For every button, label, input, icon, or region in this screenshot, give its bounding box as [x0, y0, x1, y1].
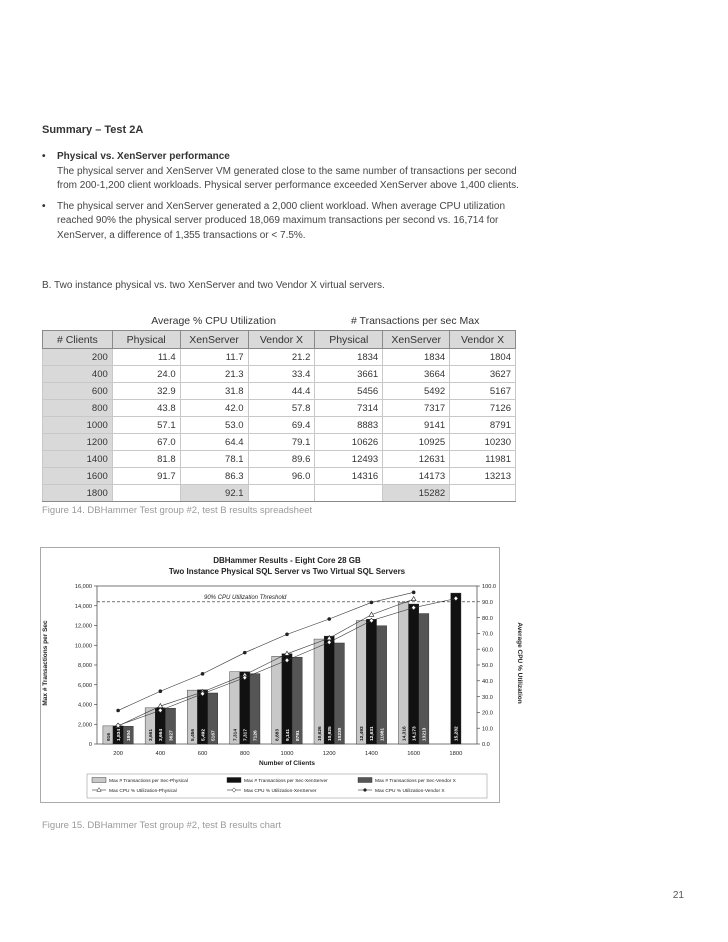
table-cell: 32.9	[112, 383, 180, 400]
table-cell: 7126	[450, 400, 516, 417]
table-cell: 12631	[383, 451, 450, 468]
table-row	[43, 366, 516, 383]
bar-data-label: 15,282	[454, 726, 460, 741]
chart-legend	[87, 774, 487, 798]
bar-data-label: 916	[106, 732, 112, 741]
bar	[377, 626, 387, 744]
bar	[398, 603, 408, 744]
column-header: Physical	[112, 331, 180, 349]
bar-data-label: 10230	[338, 727, 344, 741]
bar-data-label: 3627	[169, 730, 175, 741]
bar-data-label: 7,314	[233, 728, 239, 741]
column-header: Physical	[315, 331, 383, 349]
x-tick-label: 1200	[322, 751, 336, 757]
bullet-title: • Physical vs. XenServer performance	[57, 151, 230, 162]
table-cell: 400	[43, 366, 113, 383]
bullet-text: The physical server and XenServer VM generated close to the same number of transactions per second from 200-1,200 client workloads. Physical server performance exceeded XenServer above 1,400 clients.	[57, 165, 519, 191]
column-header: XenServer	[383, 331, 450, 349]
x-axis-label: Number of Clients	[259, 760, 315, 767]
table-row	[43, 417, 516, 434]
bar-data-label: 1,834	[116, 728, 122, 741]
table-row	[43, 485, 516, 502]
table-cell: 13213	[450, 468, 516, 485]
bar-data-label: 11981	[380, 727, 386, 741]
table-cell: 1400	[43, 451, 113, 468]
table-cell: 14173	[383, 468, 450, 485]
bar-data-label: 7126	[253, 730, 259, 741]
x-tick-label: 400	[155, 751, 166, 757]
table-row	[43, 400, 516, 417]
table-cell: 24.0	[112, 366, 180, 383]
y2-tick-label: 50.0	[482, 663, 493, 670]
table-row	[43, 451, 516, 468]
bar-data-label: 1804	[127, 730, 133, 741]
y-axis-label: Max # Transactions per Sec	[42, 620, 49, 706]
table-cell: 1804	[450, 349, 516, 366]
bar-data-label: 8,883	[275, 728, 281, 741]
table-cell: 8883	[315, 417, 383, 434]
table-row	[43, 468, 516, 485]
table-cell: 5456	[315, 383, 383, 400]
bar-data-label: 12,493	[360, 726, 366, 741]
table-row	[43, 434, 516, 451]
bullet-item	[42, 150, 522, 194]
table-cell: 64.4	[180, 434, 248, 451]
table-cell: 7317	[383, 400, 450, 417]
table-cell	[248, 485, 315, 502]
table-cell: 5167	[450, 383, 516, 400]
bar-data-label: 14,316	[402, 726, 408, 741]
table-cell: 11.4	[112, 349, 180, 366]
table-cell: 3661	[315, 366, 383, 383]
summary-bullets	[42, 150, 522, 249]
table-cell: 57.8	[248, 400, 315, 417]
table-cell: 1000	[43, 417, 113, 434]
group-header-cpu: Average % CPU Utilization	[151, 315, 276, 327]
table-cell: 11981	[450, 451, 516, 468]
bar-data-label: 13213	[422, 727, 428, 741]
figure-15-caption: Figure 15. DBHammer Test group #2, test B results chart	[42, 820, 282, 831]
y2-tick-label: 60.0	[482, 647, 493, 654]
summary-heading: Summary – Test 2A	[42, 124, 144, 136]
bar-data-label: 5,492	[201, 728, 207, 741]
table-cell: 33.4	[248, 366, 315, 383]
bar-data-label: 10,925	[328, 726, 334, 741]
bar-data-label: 3,664	[159, 728, 165, 741]
y2-tick-label: 90.0	[482, 600, 493, 606]
table-cell: 1834	[315, 349, 383, 366]
line-marker	[327, 617, 331, 621]
legend-swatch	[92, 778, 106, 783]
bar	[366, 619, 376, 744]
y-tick-label: 10,000	[74, 643, 92, 650]
table-row	[43, 349, 516, 366]
table-cell: 1200	[43, 434, 113, 451]
legend-label: Max # Transactions per Sec-XenServer	[244, 779, 328, 784]
table-cell: 42.0	[180, 400, 248, 417]
x-tick-label: 1400	[364, 751, 378, 757]
table-cell: 11.7	[180, 349, 248, 366]
legend-marker	[363, 788, 366, 791]
bar	[409, 604, 419, 744]
table-cell: 79.1	[248, 434, 315, 451]
legend-label: Max CPU % Utilization-XenServer	[244, 789, 317, 794]
bar-data-label: 10,626	[317, 726, 323, 741]
column-header: # Clients	[43, 331, 113, 349]
table-cell: 10626	[315, 434, 383, 451]
table-cell: 5492	[383, 383, 450, 400]
threshold-label: 90% CPU Utilization Threshold	[204, 594, 287, 601]
results-chart	[40, 547, 523, 803]
table-cell: 10925	[383, 434, 450, 451]
y2-tick-label: 70.0	[482, 631, 493, 638]
table-cell	[450, 485, 516, 502]
table-cell: 43.8	[112, 400, 180, 417]
y2-axis-label: Average CPU % Utilization	[516, 622, 523, 704]
table-cell: 600	[43, 383, 113, 400]
y-tick-label: 2,000	[78, 722, 92, 729]
table-cell: 12493	[315, 451, 383, 468]
table-cell: 7314	[315, 400, 383, 417]
bar-data-label: 5,456	[191, 728, 197, 741]
table-cell: 96.0	[248, 468, 315, 485]
column-header: XenServer	[180, 331, 248, 349]
table-cell: 8791	[450, 417, 516, 434]
x-tick-label: 1600	[407, 751, 421, 757]
y2-tick-label: 100.0	[482, 584, 496, 591]
table-cell: 69.4	[248, 417, 315, 434]
y2-tick-label: 20.0	[482, 710, 493, 717]
bar	[419, 614, 429, 744]
table-cell	[315, 485, 383, 502]
y2-tick-label: 10.0	[482, 726, 493, 733]
bar-data-label: 12,631	[370, 726, 376, 741]
results-spreadsheet	[42, 312, 516, 502]
y2-tick-label: 80.0	[482, 615, 493, 622]
bar	[451, 593, 461, 744]
x-tick-label: 800	[239, 751, 250, 757]
table-cell: 15282	[383, 485, 450, 502]
table-cell: 89.6	[248, 451, 315, 468]
bar-data-label: 8791	[295, 730, 301, 741]
table-cell	[112, 485, 180, 502]
table-cell: 9141	[383, 417, 450, 434]
bullet-item	[42, 200, 522, 244]
legend-swatch	[358, 778, 372, 783]
table-cell: 21.3	[180, 366, 248, 383]
legend-label: Max # Transactions per Sec-Vendor X	[375, 779, 456, 784]
table-body	[43, 349, 516, 502]
bar	[356, 621, 366, 744]
y-tick-label: 6,000	[78, 682, 92, 689]
table-cell: 81.8	[112, 451, 180, 468]
legend-label: Max # Transactions per Sec-Physical	[109, 779, 188, 784]
line-marker	[116, 709, 120, 713]
table-cell: 53.0	[180, 417, 248, 434]
bar-data-label: 9,141	[285, 728, 291, 741]
line-marker	[243, 651, 247, 655]
x-tick-label: 1800	[449, 751, 463, 757]
y2-tick-label: 0.0	[482, 742, 490, 749]
bullet-text: The physical server and XenServer generated a 2,000 client workload. When average CPU utilization reached 90% the physical server produced 18,069 maximum transactions per second vs. 16,714 for XenServer, a difference of 1,355 transactions or < 7.5%.	[57, 200, 506, 241]
table-cell: 3664	[383, 366, 450, 383]
table-cell: 800	[43, 400, 113, 417]
table-cell: 91.7	[112, 468, 180, 485]
table-cell: 44.4	[248, 383, 315, 400]
line-marker	[159, 689, 163, 693]
y-tick-label: 8,000	[78, 663, 92, 670]
chart-title: DBHammer Results - Eight Core 28 GB	[213, 556, 361, 565]
bar-data-label: 7,317	[243, 728, 249, 741]
line-marker	[201, 672, 205, 676]
line-marker	[285, 633, 289, 637]
bar-data-label: 14,173	[412, 726, 418, 741]
y2-tick-label: 30.0	[482, 694, 493, 701]
column-header-row	[43, 331, 516, 349]
page-number: 21	[672, 890, 684, 901]
section-b-heading: B. Two instance physical vs. two XenServer and two Vendor X virtual servers.	[42, 280, 385, 291]
column-header: Vendor X	[248, 331, 315, 349]
x-tick-label: 1000	[280, 751, 294, 757]
table-cell: 31.8	[180, 383, 248, 400]
y-tick-label: 12,000	[74, 623, 92, 630]
figure-14-caption: Figure 14. DBHammer Test group #2, test B results spreadsheet	[42, 505, 313, 516]
table-cell: 1600	[43, 468, 113, 485]
line-marker	[412, 591, 416, 595]
y-tick-label: 16,000	[74, 584, 92, 591]
table-cell: 86.3	[180, 468, 248, 485]
bar-data-label: 5167	[211, 730, 217, 741]
table-cell: 92.1	[180, 485, 248, 502]
chart-subtitle: Two Instance Physical SQL Server vs Two Virtual SQL Servers	[168, 567, 406, 576]
line-marker	[370, 601, 374, 605]
y-tick-label: 0	[88, 742, 92, 749]
table-row	[43, 383, 516, 400]
y2-tick-label: 40.0	[482, 679, 493, 685]
group-spacer	[43, 312, 113, 331]
legend-label: Max CPU % Utilization-Physical	[109, 789, 177, 794]
table-cell: 200	[43, 349, 113, 366]
table-cell: 67.0	[112, 434, 180, 451]
table-cell: 10230	[450, 434, 516, 451]
legend-swatch	[227, 778, 241, 783]
table-cell: 3627	[450, 366, 516, 383]
group-header-transactions: # Transactions per sec Max	[350, 315, 480, 327]
x-tick-label: 600	[197, 751, 208, 757]
table-cell: 1800	[43, 485, 113, 502]
table-cell: 78.1	[180, 451, 248, 468]
legend-box	[87, 774, 487, 798]
legend-label: Max CPU % Utilization-Vendor X	[375, 789, 445, 794]
x-tick-label: 200	[113, 751, 123, 757]
y-tick-label: 14,000	[74, 603, 92, 610]
table-cell: 14316	[315, 468, 383, 485]
table-cell: 1834	[383, 349, 450, 366]
table-cell: 21.2	[248, 349, 315, 366]
table-cell: 57.1	[112, 417, 180, 434]
column-header: Vendor X	[450, 331, 516, 349]
bar-data-label: 3,661	[149, 728, 154, 741]
y-tick-label: 4,000	[78, 702, 92, 709]
